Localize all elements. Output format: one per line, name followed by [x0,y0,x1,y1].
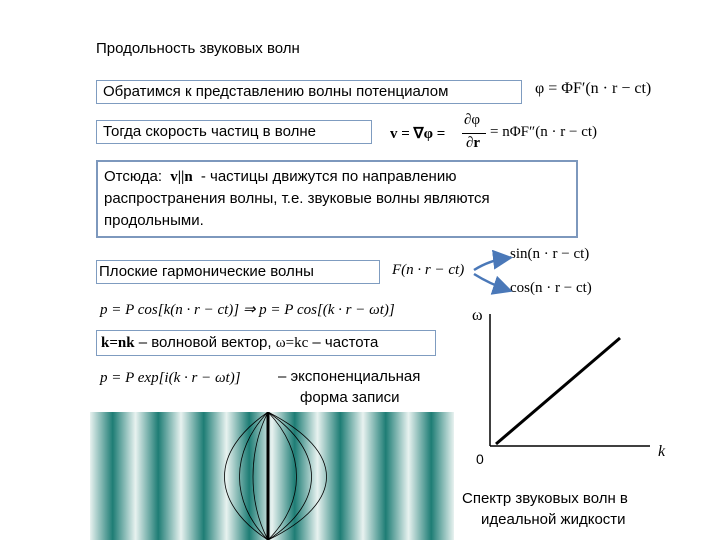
plane-waves-label: Плоские гармонические волны [99,263,314,280]
wave-stripe [363,412,409,540]
cos-function: cos(n · r − ct) [510,280,592,296]
plane-function: F(n · r − ct) [392,262,465,278]
conclusion-line-2: распространения волны, т.е. звуковые волны являются [104,190,490,207]
statement-box-1 [96,80,522,104]
statement-1-text: Обратимся к представлению волны потенциалом [103,83,449,100]
frac-numerator: ∂φ [464,112,481,128]
wave-stripe [227,412,273,540]
dispersion-line [496,338,620,444]
exp-formula: p = P exp[i(k · r − ωt)] [100,370,241,386]
arrow-to-cos [474,274,508,290]
plane-waves-box [96,260,380,284]
pressure-formula: p = P cos[k(n · r − ct)] ⇒ p = P cos[(k · r − ωt)] [100,302,395,318]
wave-stripe [409,412,455,540]
frac-bar [462,133,486,134]
branch-arrows [470,250,514,300]
conclusion-relation: v||n [170,169,193,185]
graph-caption-2: идеальной жидкости [481,511,626,528]
conclusion-line-3: продольными. [104,212,204,229]
conclusion-line-1 [104,168,456,186]
wave-vector-text: – волновой вектор, [134,334,276,351]
conclusion-prefix: Отсюда: [104,168,163,185]
conclusion-line-1-rest: - частицы движутся по направлению [200,168,457,185]
arrow-to-sin [474,258,508,270]
wave-stripe [318,412,364,540]
wave-stripe [90,412,136,540]
wave-vector-relation: k=nk [101,335,135,351]
origin-label: 0 [476,451,484,467]
sin-function: sin(n · r − ct) [510,246,590,262]
frac-denominator: ∂r [466,135,481,151]
wave-stripe [136,412,182,540]
statement-2-text: Тогда скорость частиц в волне [103,123,316,140]
conclusion-box [96,160,578,238]
wave-stripe [181,412,227,540]
frequency-text: – частота [308,334,379,351]
x-axis-label: k [658,443,666,460]
potential-formula: φ = ΦF′(n · r − ct) [535,80,652,97]
velocity-rhs: = nΦF″(n · r − ct) [490,124,598,140]
wave-stripes-illustration [90,412,454,540]
y-axis-label: ω [472,307,483,324]
velocity-lhs: v = ∇φ = [390,126,446,142]
exp-text-1: – экспоненциальная [278,368,421,385]
stripe-group [90,412,454,540]
frequency-relation: ω=kc [275,335,309,351]
exp-text-2: форма записи [300,389,400,406]
velocity-formula [390,112,620,156]
wave-vector-box [96,330,436,356]
wave-stripe [272,412,318,540]
page-title: Продольность звуковых волн [96,40,300,57]
statement-box-2 [96,120,372,144]
graph-caption-1: Спектр звуковых волн в [462,490,628,507]
spectrum-graph [470,300,690,470]
wave-vector-line [101,334,378,352]
